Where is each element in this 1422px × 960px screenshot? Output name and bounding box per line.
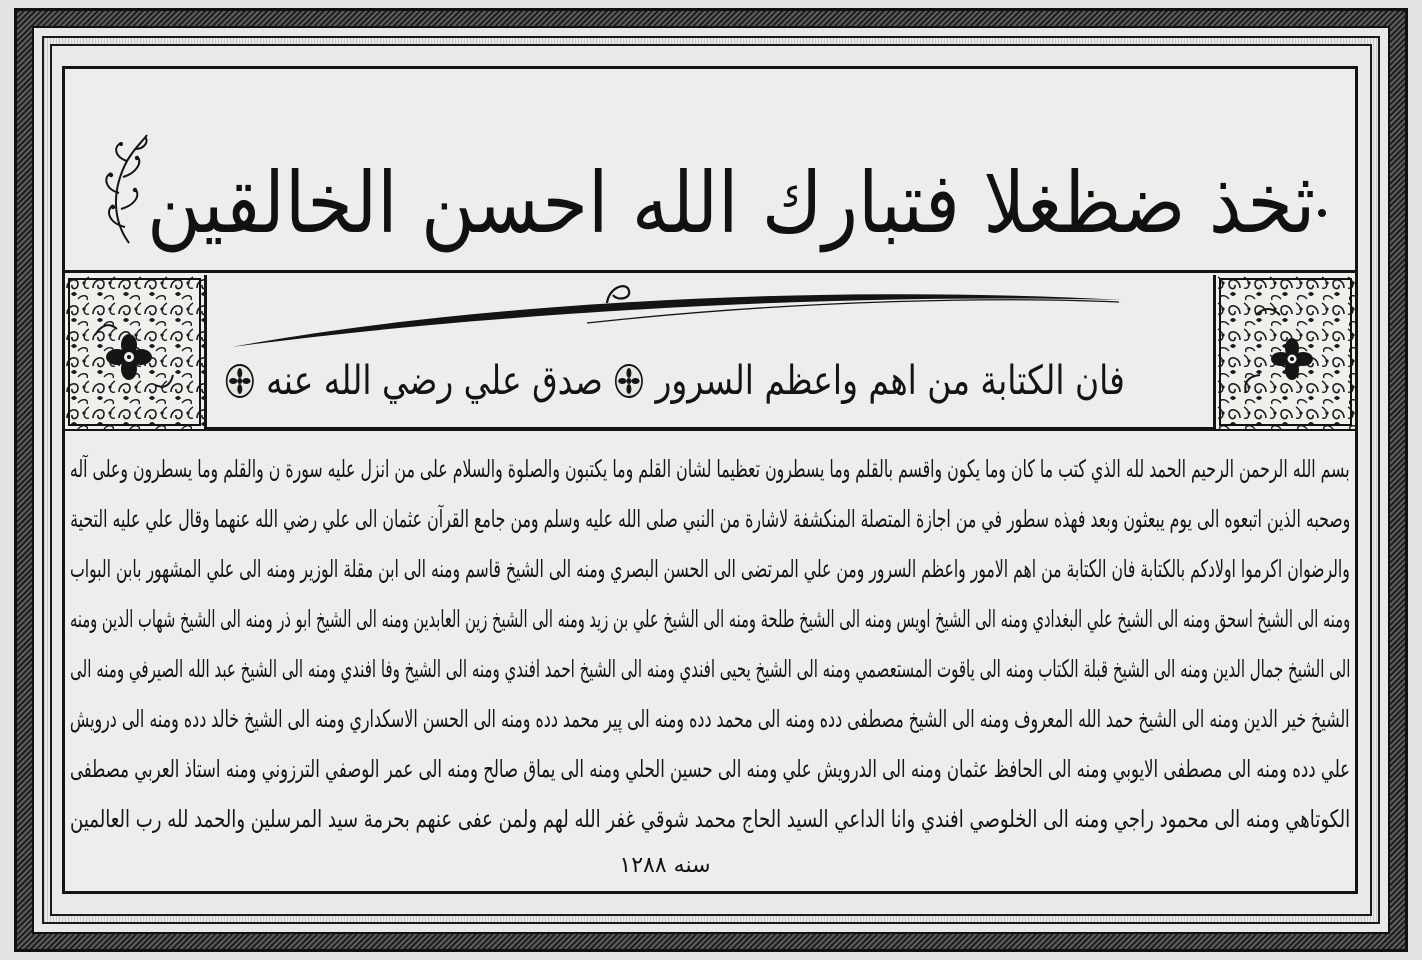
body-line: [70, 444, 1350, 494]
rosette-medallion-icon: [614, 363, 644, 399]
body-line-text: الكوتاهي ومنه الى محمود راجي ومنه الى الخلوصي افندي وانا الداعي السيد الحاج محمد شوقي غفر الله لهم ولمن عفى عنهم بحرمة سيد المرسلين والحمد لله رب العالمين: [70, 805, 1350, 833]
body-line: [70, 694, 1350, 744]
body-line-text: بسم الله الرحمن الرحيم الحمد لله الذي كتب ما كان وما يكون واقسم بالقلم وما يسطرون تعظيما لشان القلم وما يكتبون والصلوة والسلام على من انزل عليه سورة ن والقلم وما يسطرون وعلى آله: [70, 455, 1350, 483]
date-line: سنه ١٢٨٨: [619, 853, 711, 878]
rosette-medallion-icon: [225, 363, 255, 399]
body-line: [70, 744, 1350, 794]
quote-text: فان الكتابة من اهم واعظم السرور: [655, 358, 1125, 404]
heading-calligraphy: [147, 143, 1315, 263]
right-ornament-panel: [1213, 275, 1355, 429]
body-line-text: وصحبه الذين اتبعوه الى يوم يبعثون وبعد فهذه سطور في من اجازة المتصلة المنكشفة لاشارة من النبي صلى الله عليه وسلم ومن جامع القرآن عثمان الى علي رضي الله عنهما وقال علي عليه التحية: [70, 505, 1350, 533]
body-line: [70, 794, 1350, 844]
document-panel: [62, 66, 1358, 894]
quote-attribution: صدق علي رضي الله عنه: [266, 358, 603, 404]
body-line-text: الشيخ خير الدين ومنه الى الشيخ حمد الله المعروف ومنه الى الشيخ مصطفى دده ومنه الى محمد دده ومنه الى پير محمد دده ومنه الى الحسن الاسكداري ومنه الى الشيخ خالد دده ومنه الى درويش: [70, 705, 1350, 733]
body-line-text: والرضوان اكرموا اولادكم بالكتابة فان الكتابة من اهم الامور واعظم السرور ومن علي المرتضى الى الحسن البصري ومنه الى الشيخ قاسم ومنه الى ابن مقلة الوزير ومنه الى علي المشهور بابن البواب: [70, 555, 1350, 583]
body-line-text: علي دده ومنه الى مصطفى الايوبي ومنه الى الحافظ عثمان ومنه الى الدرويش علي ومنه الى حسين الحلي ومنه الى يماق صالح ومنه الى عمر الوصفي الترزوني ومنه استاذ العربي مصطفى: [70, 755, 1350, 783]
calligraphic-swash: [207, 275, 1213, 365]
fleuron-icon: [99, 131, 151, 249]
body-line-text: الى الشيخ جمال الدين ومنه الى الشيخ قبلة الكتاب ومنه الى ياقوت المستعصمي ومنه الى الشيخ يحيى افندي ومنه الى الشيخ احمد افندي ومنه الى الشيخ وفا افندي ومنه الى الشيخ عبد الله الصيرفي ومنه الى: [70, 655, 1350, 683]
heading-dot-ornament: [1318, 209, 1326, 217]
floral-arabesque-icon: [65, 275, 204, 429]
body-line: [70, 544, 1350, 594]
body-line: [70, 494, 1350, 544]
body-line-text: ومنه الى الشيخ اسحق ومنه الى الشيخ علي البغدادي ومنه الى الشيخ اويس ومنه الى الشيخ طلحة ومنه الى الشيخ علي بن زيد ومنه الى الشيخ زين العابدين ومنه الى الشيخ ابو ذر ومنه الى الشيخ شهاب الدين ومنه: [70, 605, 1350, 633]
left-ornament-panel: [65, 275, 207, 429]
quote-line: [225, 357, 1125, 405]
floral-arabesque-icon: [1216, 275, 1355, 429]
body-line: [70, 644, 1350, 694]
heading-text: ثخذ ضظغلا فتبارك الله احسن الخالقين: [147, 154, 1315, 252]
ijazah-body: [70, 444, 1350, 844]
body-line: [70, 594, 1350, 644]
